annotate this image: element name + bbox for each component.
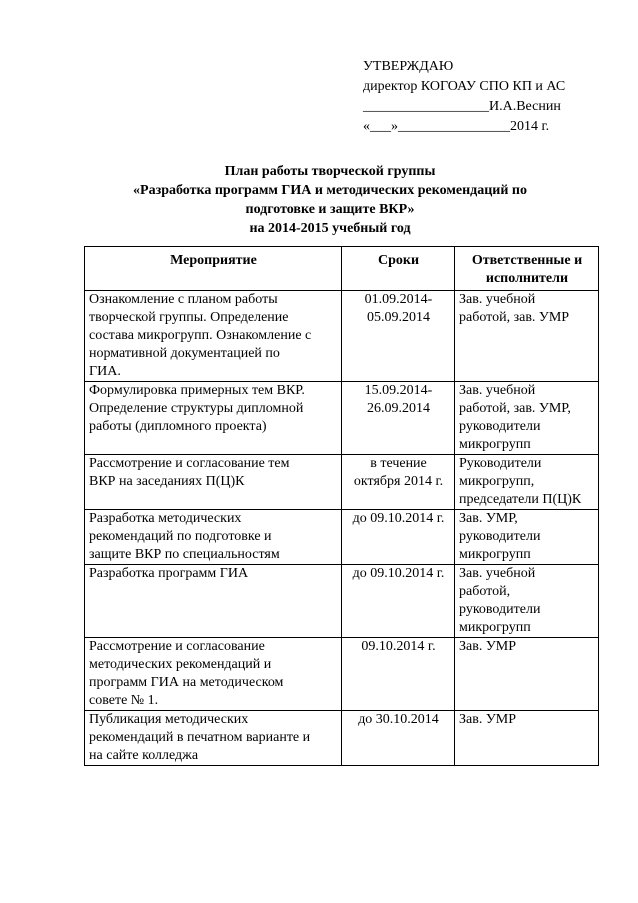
cell-event-line: Ознакомление с планом работы bbox=[89, 292, 278, 307]
cell-event-line: ГИА. bbox=[89, 364, 121, 379]
cell-date-line: 09.10.2014 г. bbox=[361, 639, 436, 654]
cell-date-line: 26.09.2014 bbox=[367, 401, 430, 416]
cell-date-line: 01.09.2014- bbox=[364, 292, 433, 307]
cell-event bbox=[85, 291, 342, 382]
approval-block bbox=[363, 57, 623, 137]
title-line: подготовке и защите ВКР» bbox=[245, 202, 415, 217]
cell-event bbox=[85, 382, 342, 455]
cell-event bbox=[85, 510, 342, 565]
cell-event-line: нормативной документацией по bbox=[89, 346, 280, 361]
approval-heading: УТВЕРЖДАЮ bbox=[363, 59, 454, 74]
header-responsible-line: Ответственные и bbox=[471, 253, 583, 268]
cell-responsible bbox=[455, 565, 599, 638]
cell-event bbox=[85, 638, 342, 711]
plan-table bbox=[84, 246, 599, 766]
cell-date bbox=[342, 638, 455, 711]
cell-responsible bbox=[455, 510, 599, 565]
table-row bbox=[85, 382, 599, 455]
cell-responsible bbox=[455, 638, 599, 711]
cell-date bbox=[342, 382, 455, 455]
cell-event-line: ВКР на заседаниях П(Ц)К bbox=[89, 474, 245, 489]
cell-event bbox=[85, 455, 342, 510]
header-responsible bbox=[455, 247, 599, 291]
cell-event-line: рекомендаций в печатном варианте и bbox=[89, 730, 311, 745]
cell-event-line: рекомендаций по подготовке и bbox=[89, 529, 272, 544]
cell-responsible-line: Руководители bbox=[459, 456, 542, 471]
cell-event-line: Формулировка примерных тем ВКР. bbox=[89, 383, 305, 398]
table-row bbox=[85, 565, 599, 638]
cell-responsible bbox=[455, 455, 599, 510]
title-line: «Разработка программ ГИА и методических рекомендаций по bbox=[133, 183, 527, 198]
table-row bbox=[85, 638, 599, 711]
cell-responsible-line: работой, зав. УМР, bbox=[459, 401, 571, 416]
cell-responsible-line: микрогрупп bbox=[459, 437, 531, 452]
table-row bbox=[85, 291, 599, 382]
cell-date-line: октября 2014 г. bbox=[353, 474, 444, 489]
cell-responsible bbox=[455, 711, 599, 766]
cell-date bbox=[342, 291, 455, 382]
cell-responsible-line: микрогрупп bbox=[459, 620, 531, 635]
cell-responsible-line: руководители bbox=[459, 602, 541, 617]
cell-event-line: на сайте колледжа bbox=[89, 748, 199, 763]
cell-responsible-line: Зав. УМР, bbox=[459, 511, 518, 526]
header-event: Мероприятие bbox=[85, 247, 342, 291]
cell-date bbox=[342, 455, 455, 510]
cell-responsible-line: работой, зав. УМР bbox=[459, 310, 570, 325]
table-row bbox=[85, 510, 599, 565]
cell-responsible-line: руководители bbox=[459, 419, 541, 434]
cell-event bbox=[85, 565, 342, 638]
cell-event-line: Разработка методических bbox=[89, 511, 242, 526]
cell-event-line: защите ВКР по специальностям bbox=[89, 547, 280, 562]
table-row bbox=[85, 711, 599, 766]
cell-event-line: Разработка программ ГИА bbox=[89, 566, 249, 581]
cell-responsible-line: работой, bbox=[459, 584, 511, 599]
cell-event-line: методических рекомендаций и bbox=[89, 657, 272, 672]
cell-event-line: Публикация методических bbox=[89, 712, 249, 727]
header-date: Сроки bbox=[342, 247, 455, 291]
cell-date bbox=[342, 711, 455, 766]
cell-date-line: 15.09.2014- bbox=[364, 383, 433, 398]
cell-responsible-line: руководители bbox=[459, 529, 541, 544]
title-line: План работы творческой группы bbox=[224, 164, 436, 179]
cell-responsible-line: Зав. учебной bbox=[459, 566, 536, 581]
cell-responsible bbox=[455, 291, 599, 382]
cell-event bbox=[85, 711, 342, 766]
header-responsible-line: исполнители bbox=[485, 271, 569, 286]
cell-responsible-line: Зав. учебной bbox=[459, 383, 536, 398]
table-body bbox=[85, 291, 599, 766]
cell-date bbox=[342, 510, 455, 565]
cell-date-line: до 30.10.2014 bbox=[358, 712, 439, 727]
cell-event-line: работы (дипломного проекта) bbox=[89, 419, 267, 434]
cell-date bbox=[342, 565, 455, 638]
cell-event-line: Определение структуры дипломной bbox=[89, 401, 304, 416]
cell-event-line: Рассмотрение и согласование тем bbox=[89, 456, 290, 471]
cell-date-line: в течение bbox=[370, 456, 427, 471]
cell-responsible-line: Зав. учебной bbox=[459, 292, 536, 307]
table-row bbox=[85, 455, 599, 510]
cell-responsible-line: микрогрупп, bbox=[459, 474, 535, 489]
title-line: на 2014-2015 учебный год bbox=[249, 221, 411, 236]
cell-date-line: до 09.10.2014 г. bbox=[352, 511, 445, 526]
cell-responsible-line: председатели П(Ц)К bbox=[459, 492, 582, 507]
cell-responsible bbox=[455, 382, 599, 455]
cell-responsible-line: Зав. УМР bbox=[459, 639, 516, 654]
cell-event-line: программ ГИА на методическом bbox=[89, 675, 284, 690]
cell-responsible-line: Зав. УМР bbox=[459, 712, 516, 727]
cell-event-line: творческой группы. Определение bbox=[89, 310, 289, 325]
cell-event-line: совете № 1. bbox=[89, 693, 159, 708]
cell-date-line: до 09.10.2014 г. bbox=[352, 566, 445, 581]
cell-date-line: 05.09.2014 bbox=[367, 310, 430, 325]
cell-responsible-line: микрогрупп bbox=[459, 547, 531, 562]
document-title bbox=[95, 162, 565, 238]
table-header-row bbox=[85, 247, 599, 291]
cell-event-line: Рассмотрение и согласование bbox=[89, 639, 265, 654]
cell-event-line: состава микрогрупп. Ознакомление с bbox=[89, 328, 312, 343]
approval-date-line: «___»________________2014 г. bbox=[363, 119, 550, 134]
approval-signature-line: __________________И.А.Веснин bbox=[363, 99, 561, 114]
approval-position: директор КОГОАУ СПО КП и АС bbox=[363, 79, 566, 94]
